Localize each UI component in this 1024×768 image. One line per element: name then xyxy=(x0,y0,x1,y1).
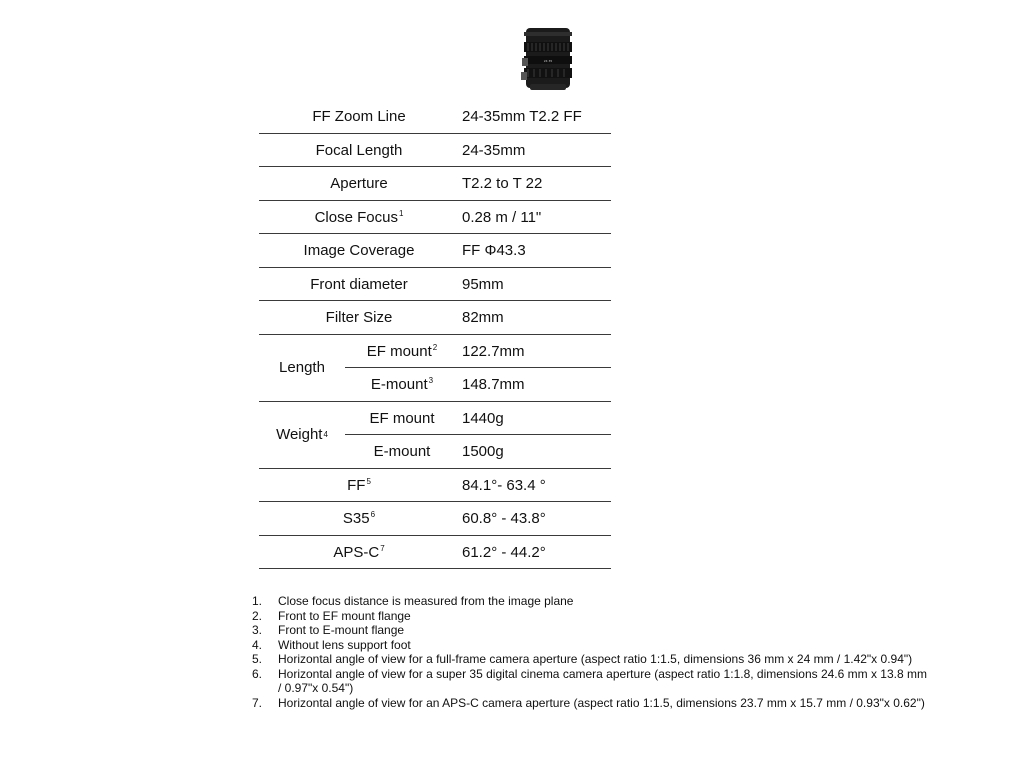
spec-row-filter-size xyxy=(259,301,611,335)
footnote-item xyxy=(252,696,932,711)
footnote-ref: 6 xyxy=(370,510,376,519)
footnote-text: Horizontal angle of view for an APS-C camera aperture (aspect ratio 1:1.5, dimensions 23.7 mm x 15.7 mm / 0.93"x 0.62") xyxy=(278,695,925,710)
footnote-text: Close focus distance is measured from the image plane xyxy=(278,594,574,608)
spec-table xyxy=(259,100,611,569)
spec-value: 95mm xyxy=(462,275,504,293)
footnote-text: Horizontal angle of view for a full-frame camera aperture (aspect ratio 1:1.5, dimensions 36 mm x 24 mm / 1.42"x 0.94") xyxy=(278,652,913,666)
spec-value: 1440g xyxy=(462,409,504,427)
spec-value: 24-35mm T2.2 FF xyxy=(462,108,582,125)
spec-label: Image Coverage xyxy=(303,242,415,259)
spec-value: 1500g xyxy=(462,443,504,460)
spec-value: 82mm xyxy=(462,309,504,326)
footnote-text: Without lens support foot xyxy=(278,637,411,652)
spec-row-close-focus xyxy=(259,201,611,235)
spec-label: EF mount xyxy=(369,409,435,427)
spec-subrow-weight-e xyxy=(345,435,611,468)
footnote-text: Horizontal angle of view for a super 35 digital cinema camera aperture (aspect ratio 1:1.8, dimensions 24.6 mm x 13.8 mm / 0.97"x 0.54") xyxy=(278,666,927,695)
spec-value: 84.1°- 63.4 ° xyxy=(462,476,546,494)
footnote-item xyxy=(252,652,932,667)
footnote-item xyxy=(252,638,932,653)
spec-group-length xyxy=(259,335,611,402)
footnote-number: 7. xyxy=(252,695,263,710)
spec-row-front-diameter xyxy=(259,268,611,302)
spec-value: FF Φ43.3 xyxy=(462,242,526,259)
svg-text:24 35: 24 35 xyxy=(543,59,553,63)
spec-label: Focal Length xyxy=(315,141,403,159)
spec-group-weight xyxy=(259,402,611,469)
footnote-number: 6. xyxy=(252,666,263,681)
spec-subrow-weight-ef xyxy=(345,402,611,436)
spec-value: 122.7mm xyxy=(462,342,525,360)
spec-row-angle-aps-c xyxy=(259,536,611,570)
spec-label: Aperture xyxy=(330,175,388,192)
footnote-number: 4. xyxy=(252,637,263,652)
spec-label: Front diameter xyxy=(310,275,408,293)
footnote-text: Front to E-mount flange xyxy=(278,623,405,637)
footnote-ref: 7 xyxy=(380,543,385,553)
group-label: Length xyxy=(279,359,325,376)
spec-label: FF Zoom Line xyxy=(312,108,406,125)
footnote-number: 5. xyxy=(252,652,263,666)
spec-value: 148.7mm xyxy=(462,376,525,393)
spec-label: E-mount xyxy=(373,443,431,460)
footnote-item xyxy=(252,594,932,609)
footnote-text: Front to EF mount flange xyxy=(278,608,411,623)
spec-label: EF mount$^2$ xyxy=(366,342,438,360)
footnote-ref: 5 xyxy=(366,476,371,486)
spec-label: $S35^6$ xyxy=(342,510,376,527)
lens-product-image xyxy=(514,22,580,94)
group-label: Weight 4 xyxy=(276,426,328,443)
spec-label: Filter Size xyxy=(325,309,393,326)
footnote-ref: 2 xyxy=(432,342,438,352)
spec-label: $FF^5$ xyxy=(347,476,371,494)
spec-value: 24-35mm xyxy=(462,141,526,159)
spec-row-angle-s35 xyxy=(259,502,611,536)
spec-value: 0.28 m / 11" xyxy=(462,208,542,226)
footnotes xyxy=(252,594,932,710)
spec-value: 60.8° - 43.8° xyxy=(462,510,546,527)
spec-row-aperture xyxy=(259,167,611,201)
footnote-item xyxy=(252,623,932,638)
spec-row-angle-ff xyxy=(259,469,611,503)
spec-label: E-mount$^3$ xyxy=(370,376,434,393)
footnote-ref: 3 xyxy=(428,376,434,385)
spec-label: Close Focus$^1$ xyxy=(314,208,404,226)
footnote-number: 3. xyxy=(252,623,263,637)
spec-value: 61.2° - 44.2° xyxy=(462,543,546,561)
spec-row-focal-length xyxy=(259,134,611,168)
footnote-item xyxy=(252,609,932,624)
footnote-item xyxy=(252,667,932,696)
spec-value: T2.2 to T 22 xyxy=(462,175,543,192)
footnote-ref: 4 xyxy=(323,430,328,439)
spec-row-image-coverage xyxy=(259,234,611,268)
footnote-number: 2. xyxy=(252,608,263,623)
footnote-ref: 1 xyxy=(398,208,404,218)
spec-subrow-length-e xyxy=(345,368,611,401)
spec-subrow-length-ef xyxy=(345,335,611,369)
spec-label: APS-$C^7$ xyxy=(333,543,385,561)
spec-row-ff-zoom-line xyxy=(259,100,611,134)
footnote-number: 1. xyxy=(252,594,263,608)
